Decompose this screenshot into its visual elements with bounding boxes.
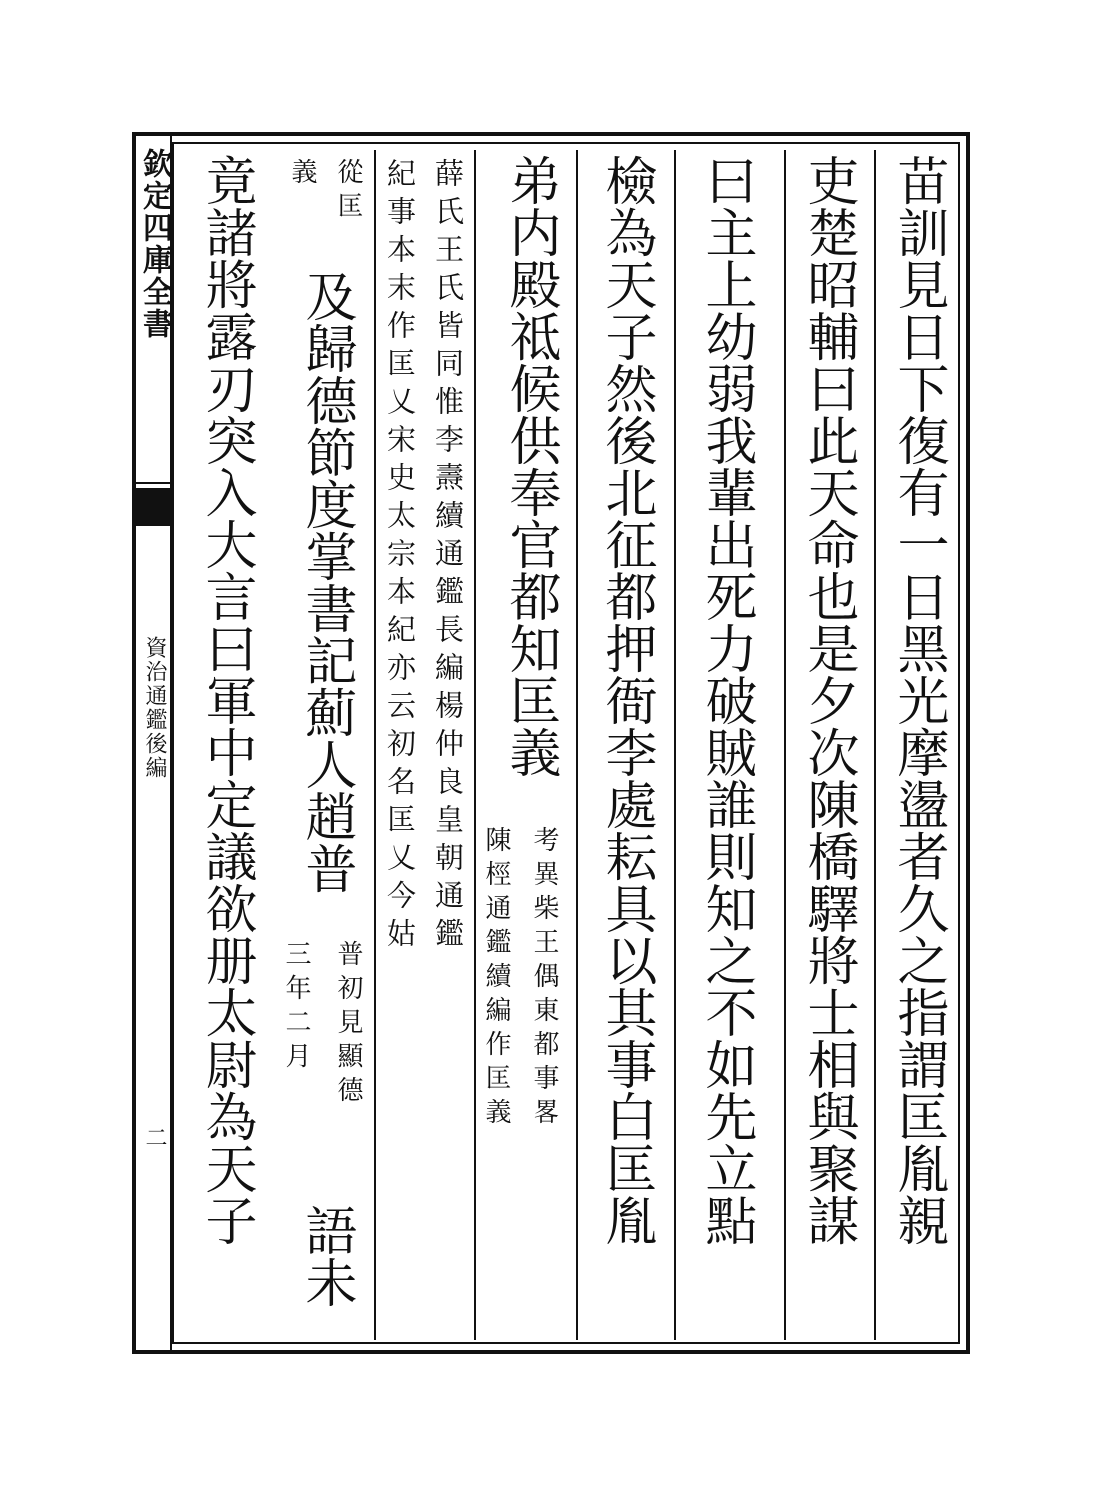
annotation-right: 考異柴王偶東都事畧 (529, 826, 559, 1132)
column-main-text: 弟内殿祗候供奉官都知匡義 (500, 154, 560, 778)
annotation-left: 陳桱通鑑續編作匡義 (481, 826, 511, 1132)
text-column-7 (274, 150, 376, 1340)
column-main-text: 及歸德節度掌書記薊人趙普 (296, 270, 356, 894)
fishtail-line (136, 482, 170, 484)
column-text: 檢為天子然後北征都押衙李處耘具以其事白匡胤 (596, 154, 656, 1246)
column-text: 苗訓見日下復有一日黑光摩盪者久之指謂匡胤親 (888, 154, 948, 1246)
text-column-1 (876, 150, 956, 1340)
margin-title: 欽定四庫全書 (137, 148, 172, 340)
text-column-4 (578, 150, 676, 1340)
text-column-3 (676, 150, 786, 1340)
fishtail-mark (136, 488, 170, 526)
text-column-8 (178, 150, 274, 1340)
page-margin (136, 136, 172, 1350)
margin-book-title: 資治通鑑後編 (142, 636, 167, 780)
annotation-left: 紀事本末作匡乂宋史太宗本紀亦云初名匡乂今姑 (383, 158, 417, 956)
annotation-left: 義 (287, 158, 317, 192)
column-text: 竟諸將露刃突入大言曰軍中定議欲册太尉為天子 (196, 154, 256, 1246)
annotation-left-2: 三年二月 (281, 940, 311, 1076)
column-text: 吏楚昭輔曰此天命也是夕次陳橋驛將士相與聚謀 (798, 154, 858, 1246)
annotation-right-2: 普初見顯德 (333, 940, 363, 1110)
column-text: 曰主上幼弱我輩出死力破賊誰則知之不如先立點 (696, 154, 756, 1246)
annotation-right: 薛氏王氏皆同惟李燾續通鑑長編楊仲良皇朝通鑑 (431, 158, 465, 956)
margin-page-number: 二 (142, 1126, 167, 1148)
column-tail-text: 語未 (296, 1204, 356, 1308)
text-column-6 (376, 150, 476, 1340)
text-column-2 (786, 150, 876, 1340)
annotation-right: 從匡 (333, 158, 363, 226)
text-column-5 (476, 150, 578, 1340)
